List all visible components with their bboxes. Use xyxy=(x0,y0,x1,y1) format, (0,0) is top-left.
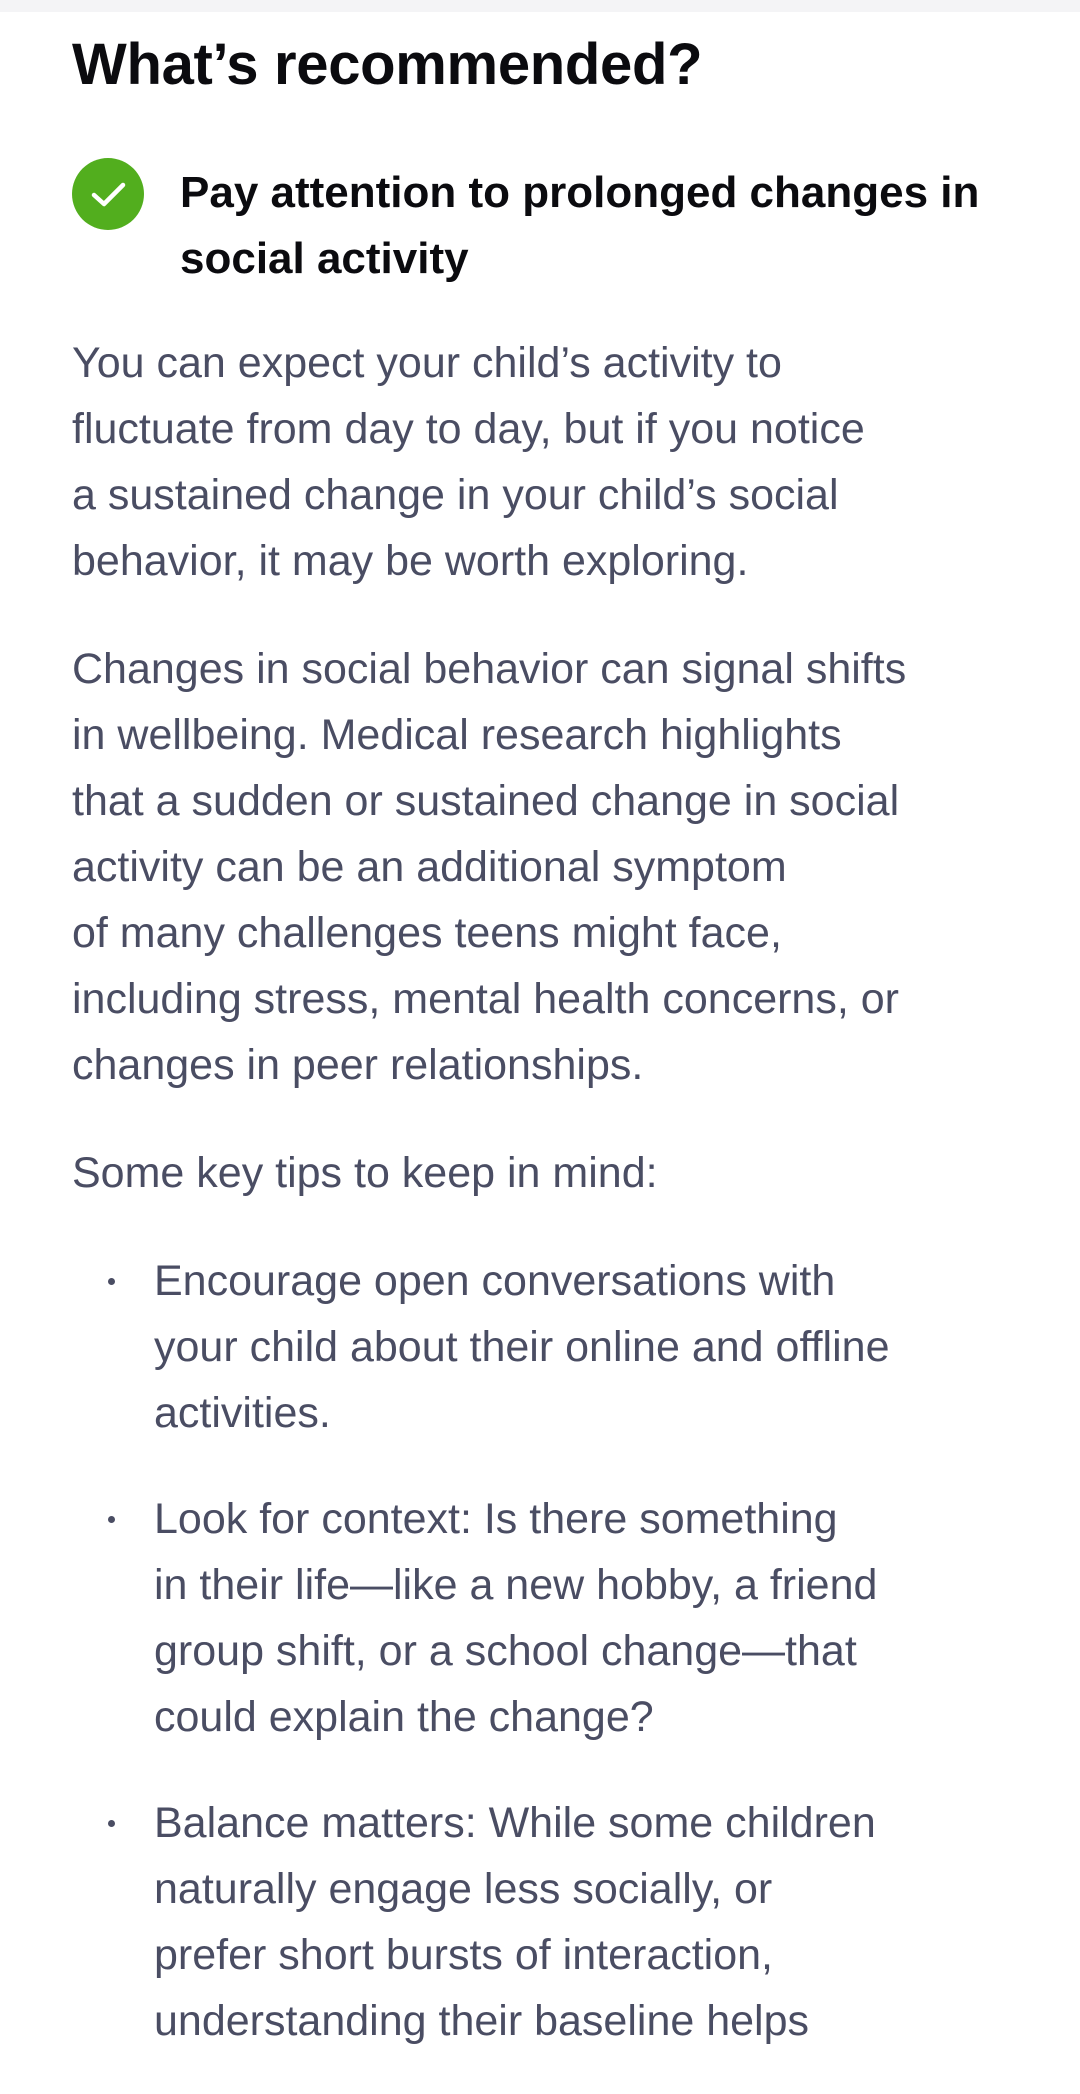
recommendation-title xyxy=(180,160,979,292)
tip-line: prefer short bursts of interaction, xyxy=(154,1931,774,1979)
tip-line: Look for context: Is there something xyxy=(154,1495,838,1543)
paragraph-line: activity can be an additional symptom xyxy=(72,843,787,891)
tip-line: activities. xyxy=(154,1389,331,1437)
paragraph-line: that a sudden or sustained change in social xyxy=(72,777,900,825)
tip-line: understanding their baseline helps xyxy=(154,1997,810,2045)
paragraph-line: Some key tips to keep in mind: xyxy=(72,1149,658,1197)
paragraph-line: in wellbeing. Medical research highlights xyxy=(72,711,842,759)
research-paragraph xyxy=(72,636,1020,1098)
tip-line: Balance matters: While some children xyxy=(154,1799,876,1847)
recommendation-title-line: Pay attention to prolonged changes in xyxy=(180,168,980,217)
paragraph-line: Changes in social behavior can signal shifts xyxy=(72,645,907,693)
recommendation-section xyxy=(72,24,1020,2094)
tip-line: your child about their online and offline xyxy=(154,1323,890,1371)
paragraph-line: a sustained change in your child’s social xyxy=(72,471,839,519)
tips-list xyxy=(72,1248,1020,2054)
paragraph-line: You can expect your child’s activity to xyxy=(72,339,782,387)
paragraph-line: changes in peer relationships. xyxy=(72,1041,644,1089)
list-item xyxy=(72,1486,1020,1750)
tip-line: in their life—like a new hobby, a friend xyxy=(154,1561,878,1609)
paragraph-line: behavior, it may be worth exploring. xyxy=(72,537,749,585)
bullet xyxy=(108,1278,115,1285)
paragraph-line: including stress, mental health concerns, or xyxy=(72,975,899,1023)
tip-line: Encourage open conversations with xyxy=(154,1257,836,1305)
list-item xyxy=(72,1248,1020,1446)
tip-line: could explain the change? xyxy=(154,1693,654,1741)
intro-paragraph xyxy=(72,330,1020,594)
paragraph-line: fluctuate from day to day, but if you notice xyxy=(72,405,865,453)
bullet xyxy=(108,1516,115,1523)
tips-intro xyxy=(72,1140,1020,1206)
paragraph-line: of many challenges teens might face, xyxy=(72,909,782,957)
tip-line: group shift, or a school change—that xyxy=(154,1627,857,1675)
bullet xyxy=(108,1820,115,1827)
section-heading: What’s recommended? xyxy=(72,32,703,97)
top-divider xyxy=(0,0,1080,12)
recommendation-title-line: social activity xyxy=(180,234,469,283)
tip-line: naturally engage less socially, or xyxy=(154,1865,773,1913)
list-item xyxy=(72,1790,1020,2054)
recommendation-row xyxy=(72,158,1020,292)
checkmark-circle-icon xyxy=(72,158,144,230)
